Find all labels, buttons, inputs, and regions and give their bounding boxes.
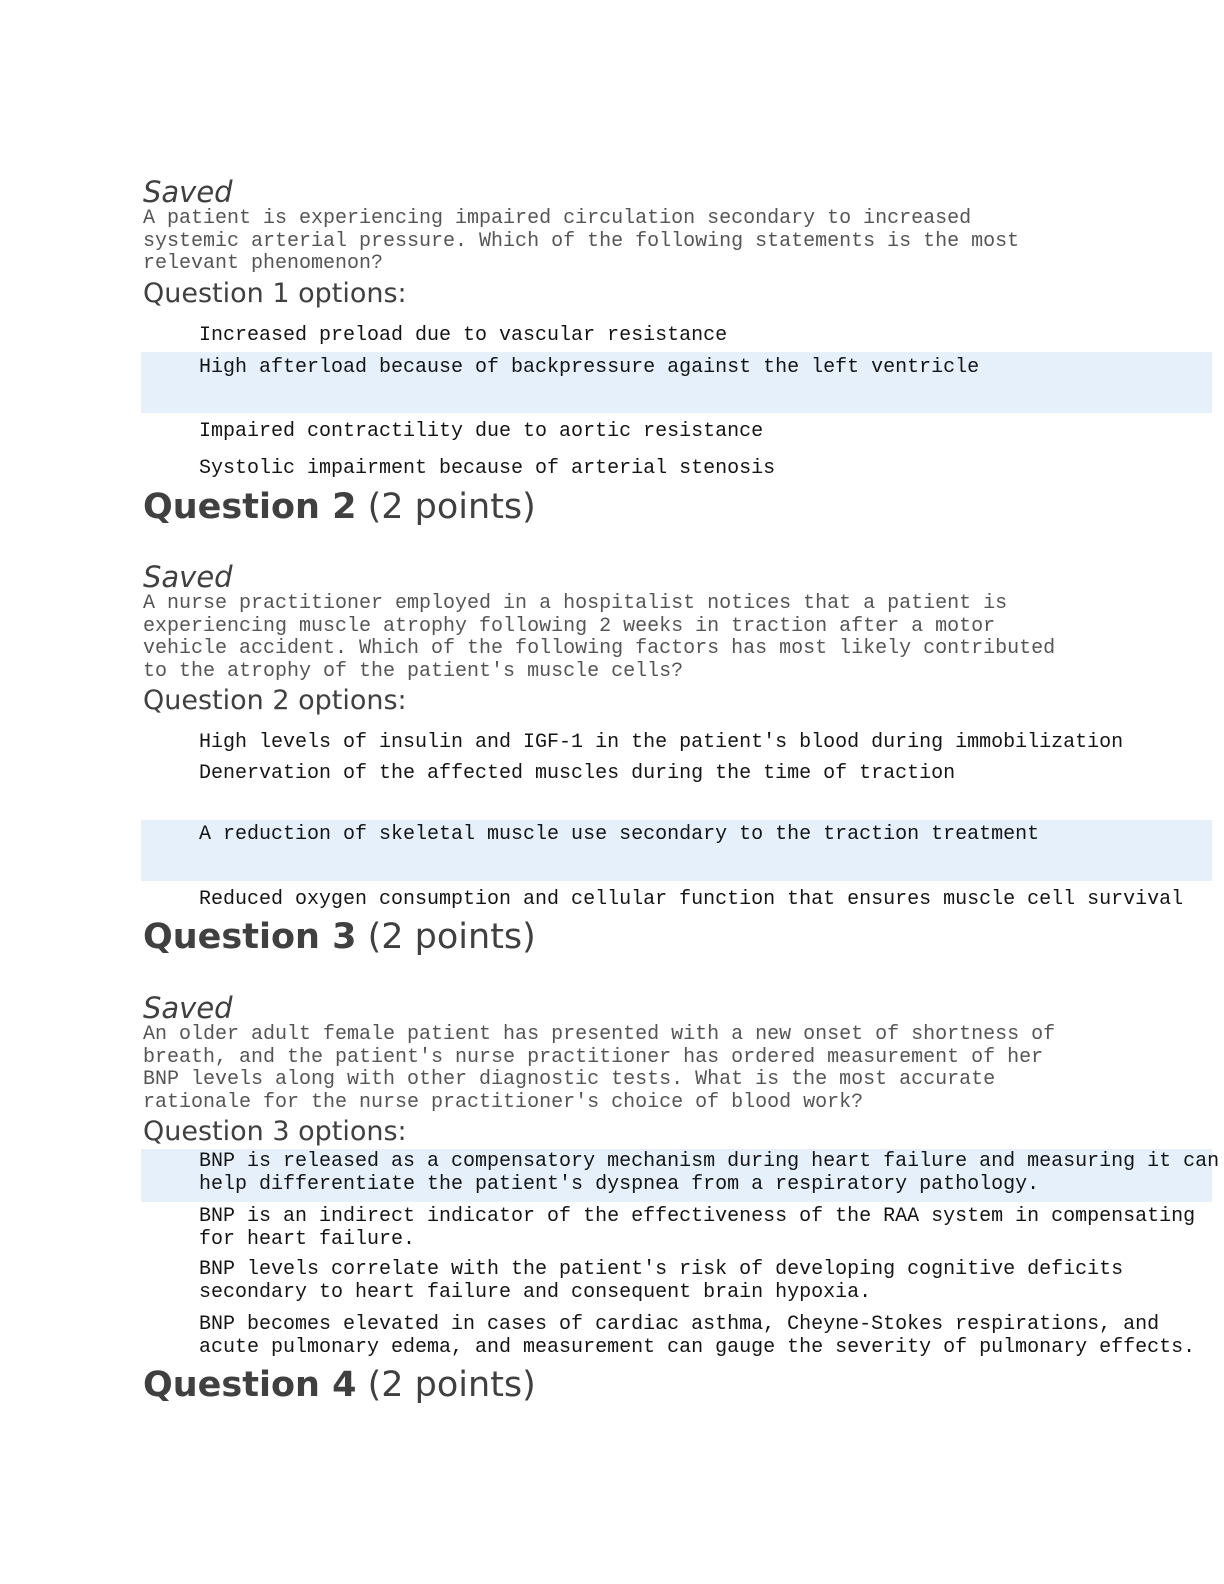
question-4-heading xyxy=(143,1365,536,1405)
question-1-option-4[interactable]: Systolic impairment because of arterial stenosis xyxy=(199,457,776,480)
question-3-option-2[interactable]: BNP is an indirect indicator of the effectiveness of the RAA system in compensating for heart failure. xyxy=(199,1205,1196,1251)
question-3-heading xyxy=(143,917,536,957)
question-1-option-2[interactable]: High afterload because of backpressure against the left ventricle xyxy=(199,356,980,379)
question-1-text: A patient is experiencing impaired circulation secondary to increased systemic arterial pressure. Which of the following statements is the most relevant phenomenon? xyxy=(143,207,1020,275)
question-2-option-3[interactable]: A reduction of skeletal muscle use secondary to the traction treatment xyxy=(199,823,1040,846)
saved-status: Saved xyxy=(143,560,233,594)
question-3-option-3[interactable]: BNP levels correlate with the patient's risk of developing cognitive deficits secondary to heart failure and consequent brain hypoxia. xyxy=(199,1258,1124,1304)
question-points: (2 points) xyxy=(367,917,536,957)
saved-status: Saved xyxy=(143,175,233,209)
question-1-option-3[interactable]: Impaired contractility due to aortic resistance xyxy=(199,420,764,443)
question-3-option-1[interactable]: BNP is released as a compensatory mechanism during heart failure and measuring it can help differentiate the patient's dyspnea from a respiratory pathology. xyxy=(199,1150,1220,1196)
question-points: (2 points) xyxy=(367,487,536,527)
saved-status: Saved xyxy=(143,991,233,1025)
question-number: Question 3 xyxy=(143,917,357,957)
question-3-option-4[interactable]: BNP becomes elevated in cases of cardiac asthma, Cheyne-Stokes respirations, and acute pulmonary edema, and measurement can gauge the severity of pulmonary effects. xyxy=(199,1313,1196,1359)
question-number: Question 4 xyxy=(143,1365,357,1405)
question-2-heading xyxy=(143,487,536,527)
question-1-options-label: Question 1 options: xyxy=(143,278,407,309)
question-2-option-1[interactable]: High levels of insulin and IGF-1 in the patient's blood during immobilization xyxy=(199,731,1124,754)
question-2-options-label: Question 2 options: xyxy=(143,685,407,716)
question-2-option-2[interactable]: Denervation of the affected muscles during the time of traction xyxy=(199,762,956,785)
question-1-option-1[interactable]: Increased preload due to vascular resistance xyxy=(199,324,728,347)
question-3-text: An older adult female patient has presented with a new onset of shortness of breath, and the patient's nurse practitioner has ordered measurement of her BNP levels along with other diagnostic tests. What is the most accurate rationale for the nurse practitioner's choice of blood work? xyxy=(143,1023,1056,1114)
question-3-options-label: Question 3 options: xyxy=(143,1116,407,1147)
question-points: (2 points) xyxy=(367,1365,536,1405)
question-2-option-4[interactable]: Reduced oxygen consumption and cellular function that ensures muscle cell survival xyxy=(199,888,1184,911)
question-number: Question 2 xyxy=(143,487,357,527)
question-2-text: A nurse practitioner employed in a hospitalist notices that a patient is experiencing muscle atrophy following 2 weeks in traction after a motor vehicle accident. Which of the following factors has most likely contributed to the atrophy of the patient's muscle cells? xyxy=(143,592,1056,683)
